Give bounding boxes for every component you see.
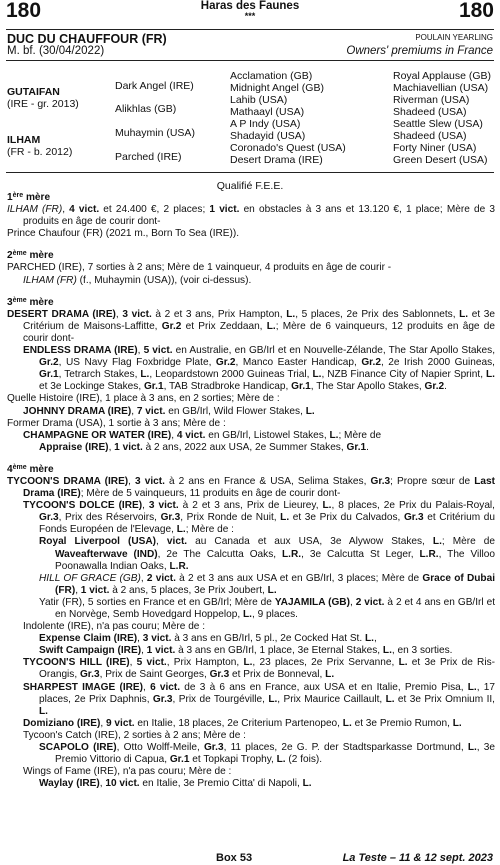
- third-dam-entry: DESERT DRAMA (IRE), 3 vict. à 2 et 3 ans, Prix Hampton, L., 5 places, 2e Prix des Sablonnets, L. et 3e Critérium de Maisons-Laffitte, Gr.2 et Prix Zeddaan, L.; Mère de 6 vainqueurs, 12 produits en âge de courir dont-: [7, 308, 496, 344]
- section-2eme-mere: 2ème mère: [7, 250, 54, 262]
- section-1ere-mere: 1ère mère: [7, 192, 51, 203]
- page-header: [0, 0, 500, 26]
- owner-premium-note: Owners' premiums in France: [346, 45, 493, 57]
- pedigree-sire: GUTAIFAN: [7, 86, 60, 98]
- produce-entry: ENDLESS DRAMA (IRE), 5 vict. en Australie, en GB/Irl et en Nouvelle-Zélande, The Star Apollo Stakes, Gr.2, US Navy Flag Foxbridge Plate, Gr.2, Manco Easter Handicap, Gr.2, 2e Irish 2000 Guineas, Gr.1, Tetrarch Stakes, L., Leopardstown 2000 Guineas Trial, L., NZB Finance City of Napier Sprint, L. et 3e Lockinge Stakes, Gr.1, TAB Stradbroke Handicap, Gr.1, The Star Apollo Stakes, Gr.2.: [23, 345, 495, 393]
- pedigree-g4-4: Shadeed (USA): [393, 106, 467, 118]
- pedigree-g3-8: Desert Drama (IRE): [230, 154, 323, 166]
- pedigree-dam: ILHAM: [7, 134, 41, 146]
- produce-entry: HILL OF GRACE (GB), 2 vict. à 2 et 3 ans aux USA et en GB/Irl, 3 places; Mère de Grace of Dubai (FR), 1 vict. à 2 ans, 5 places, 3e Prix Joubert, L.: [39, 572, 496, 596]
- produce-entry: Domiziano (IRE), 9 vict. en Italie, 18 places, 2e Criterium Partenopeo, L. et 3e Premio Rumon, L.: [23, 717, 462, 729]
- header-rule: [6, 29, 494, 30]
- lot-number-right: 180: [458, 0, 494, 22]
- produce-entry: ILHAM (FR) (f., Muhaymin (USA)), (voir ci-dessus).: [23, 274, 252, 286]
- pedigree-g4-3: Riverman (USA): [393, 94, 470, 106]
- produce-entry: TYCOON'S HILL (IRE), 5 vict., Prix Hampton, L., 23 places, 2e Prix Servanne, L. et 3e Prix de Ris-Orangis, Gr.3, Prix de Saint Georges, Gr.3 et Prix de Bonneval, L.: [23, 657, 495, 681]
- pedigree-g3-1: Acclamation (GB): [230, 70, 313, 82]
- produce-entry: Swift Campaign (IRE), 1 vict. à 3 ans en GB/Irl, 1 place, 3e Eternal Stakes, L., en 3 sorties.: [39, 645, 453, 657]
- produce-entry: Yatir (FR), 5 sorties en France et en GB/Irl; Mère de YAJAMILA (GB), 2 vict. à 2 et 4 ans en GB/Irl et en Norvège, Semb Hovedgard Hoppelop, L., 9 places.: [39, 596, 495, 620]
- pedigree-g2-4: Parched (IRE): [115, 151, 182, 163]
- produce-entry: CHAMPAGNE OR WATER (IRE), 4 vict. en GB/Irl, Listowel Stakes, L.; Mère de: [23, 429, 382, 441]
- pedigree-g4-8: Green Desert (USA): [393, 154, 488, 166]
- pedigree-g3-2: Midnight Angel (GB): [230, 82, 324, 94]
- pedigree-g4-1: Royal Applause (GB): [393, 70, 492, 82]
- pedigree-bottom-rule: [6, 172, 494, 173]
- pedigree-g4-6: Shadeed (USA): [393, 130, 467, 142]
- pedigree-dam-detail: (FR - b. 2012): [7, 146, 73, 158]
- sale-category: POULAIN YEARLING: [415, 33, 493, 42]
- pedigree-g3-7: Coronado's Quest (USA): [230, 142, 346, 154]
- qualification-note: Qualifié F.E.E.: [216, 180, 284, 192]
- pedigree-g2-2: Alikhlas (GB): [115, 103, 177, 115]
- dam-entry: ILHAM (FR), 4 vict. et 24.400 €, 2 places; 1 vict. en obstacles à 3 ans et 13.120 €, 1 place; Mère de 3 produits en âge de courir dont-: [7, 204, 495, 228]
- sale-name: La Teste – 11 & 12 sept. 2023: [342, 852, 493, 864]
- produce-entry: Indolente (IRE), n'a pas couru; Mère de :: [23, 621, 206, 633]
- pedigree-g2-1: Dark Angel (IRE): [115, 80, 194, 92]
- produce-entry: Prince Chaufour (FR) (2021 m., Born To Sea (IRE)).: [7, 228, 240, 240]
- pedigree-g3-4: Mathaayl (USA): [230, 106, 305, 118]
- produce-entry: SCAPOLO (IRE), Otto Wolff-Meile, Gr.3, 11 places, 2e G. P. der Stadtsparkasse Dortmund, L., 3e Premio Vittorio di Capua, Gr.1 et Topkapi Trophy, L. (2 fois).: [39, 742, 496, 766]
- pedigree-g4-2: Machiavellian (USA): [393, 82, 489, 94]
- produce-entry: Tycoon's Catch (IRE), 2 sorties à 2 ans; Mère de :: [23, 729, 246, 741]
- section-3eme-mere: 3ème mère: [7, 296, 54, 308]
- produce-entry: Royal Liverpool (USA), vict. au Canada et aux USA, 3e Alywow Stakes, L.; Mère de Waveafterwave (IND), 2e The Calcutta Oaks, L.R., 3e Calcutta St Leger, L.R., The Villoo Poonawalla Indian Oaks, L.R.: [39, 536, 496, 572]
- box-number: Box 53: [216, 852, 253, 864]
- pedigree-g3-6: Shadayid (USA): [230, 130, 306, 142]
- catalogue-body: [7, 192, 495, 790]
- pedigree-g2-3: Muhaymin (USA): [115, 127, 195, 139]
- produce-entry: TYCOON'S DOLCE (IRE), 3 vict. à 2 et 3 ans, Prix de Lieurey, L., 8 places, 2e Prix du Palais-Royal, Gr.3, Prix des Réservoirs, Gr.3, Prix Ronde de Nuit, L. et 3e Prix du Calvados, Gr.3 et Critérium du Fonds Européen de l'Elevage, L.; Mère de :: [23, 500, 495, 536]
- pedigree-table: [7, 71, 495, 171]
- produce-entry: JOHNNY DRAMA (IRE), 7 vict. en GB/Irl, Wild Flower Stakes, L.: [23, 405, 315, 417]
- pedigree-top-rule: [6, 60, 494, 61]
- horse-sex-birth: M. bf. (30/04/2022): [7, 45, 105, 57]
- pedigree-g4-7: Forty Niner (USA): [393, 142, 477, 154]
- pedigree-g3-5: A P Indy (USA): [230, 118, 301, 130]
- second-dam-entry: PARCHED (IRE), 7 sorties à 2 ans; Mère de 1 vainqueur, 4 produits en âge de courir -: [7, 262, 392, 274]
- consignor-name: Haras des Faunes: [200, 0, 300, 12]
- produce-entry: Expense Claim (IRE), 3 vict. à 3 ans en GB/Irl, 5 pl., 2e Cocked Hat St. L.,: [39, 633, 377, 645]
- horse-name: DUC DU CHAUFFOUR (FR): [7, 32, 167, 46]
- fourth-dam-entry: TYCOON'S DRAMA (IRE), 3 vict. à 2 ans en France & USA, Selima Stakes, Gr.3; Propre sœur de Last Drama (IRE); Mère de 5 vainqueurs, 11 produits en âge de courir dont-: [7, 475, 495, 500]
- consignor-stars: ***: [244, 11, 256, 21]
- produce-entry: Appraise (IRE), 1 vict. à 2 ans, 2022 aux USA, 2e Summer Stakes, Gr.1.: [39, 441, 369, 453]
- produce-entry: Wings of Fame (IRE), n'a pas couru; Mère de :: [23, 766, 232, 778]
- produce-entry: SHARPEST IMAGE (IRE), 6 vict. de 3 à 6 ans en France, aux USA et en Italie, Premio Pisa, L., 17 places, 2e Prix Daphnis, Gr.3, Prix de Tourgéville, L., Prix Maurice Caillault, L. et 3e Prix Omnium II, L.: [23, 681, 495, 717]
- pedigree-g3-3: Lahib (USA): [230, 94, 288, 106]
- lot-number-left: 180: [6, 0, 42, 22]
- pedigree-g4-5: Seattle Slew (USA): [393, 118, 483, 130]
- pedigree-sire-detail: (IRE - gr. 2013): [7, 98, 79, 110]
- section-4eme-mere: 4ème mère: [7, 463, 54, 475]
- produce-entry: Quelle Histoire (IRE), 1 place à 3 ans, en 2 sorties; Mère de :: [7, 393, 280, 405]
- produce-entry: Former Drama (USA), 1 sortie à 3 ans; Mère de :: [7, 417, 226, 429]
- produce-entry: Waylay (IRE), 10 vict. en Italie, 3e Premio Citta' di Napoli, L.: [39, 778, 312, 790]
